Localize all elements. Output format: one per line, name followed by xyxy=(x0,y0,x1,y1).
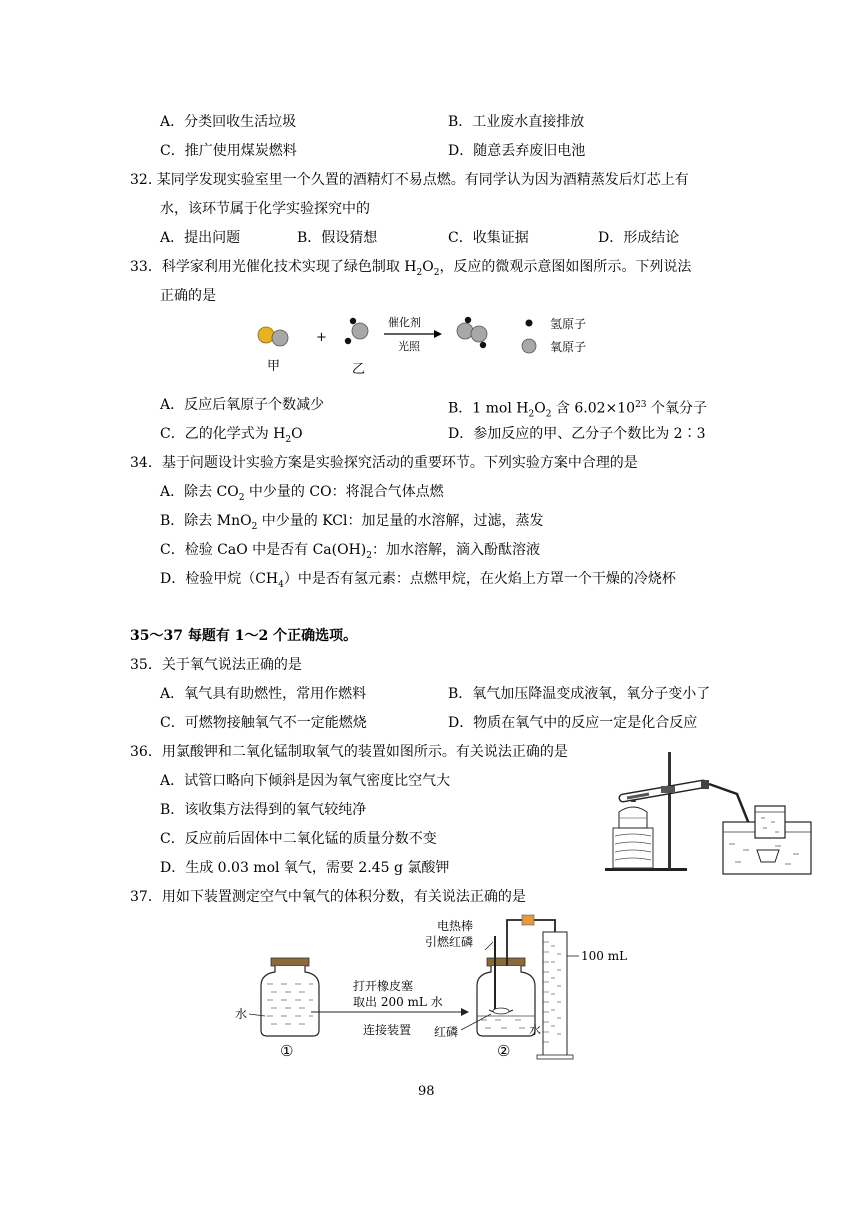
q32-option-c: C．收集证据 xyxy=(448,230,529,246)
yi-h-atom-1 xyxy=(345,338,351,344)
section-heading: 35～37 每题有 1～2 个正确选项。 xyxy=(130,628,358,644)
label-heating-rod: 电热棒 xyxy=(437,919,474,933)
label-bottle-1: ① xyxy=(280,1042,294,1060)
q35-stem: 35．关于氧气说法正确的是 xyxy=(130,657,302,673)
q33-stem-line1: 33．科学家利用光催化技术实现了绿色制取 $H_2O_2$，反应的微观示意图如图所示。下列说法 xyxy=(130,259,692,278)
legend-o-icon xyxy=(522,339,536,353)
stopper xyxy=(701,780,709,789)
process-arrow-head xyxy=(461,1008,469,1016)
legend-h-icon xyxy=(526,320,533,327)
q33-reaction-diagram xyxy=(250,310,620,380)
q34-option-c: C．检验 CaO 中是否有 $Ca(OH)_2$：加水溶解，滴入酚酞溶液 xyxy=(160,542,541,561)
q31-option-d: D．随意丢弃废旧电池 xyxy=(448,143,586,159)
product-h-atom-1 xyxy=(465,317,471,323)
q31-option-a: A．分类回收生活垃圾 xyxy=(160,114,297,130)
q33-option-b: B．1 mol $H_2O_2$ 含 $6.02\times 10^{23}$ 个氧分子 xyxy=(448,400,707,420)
label-water-right: 水 xyxy=(529,1023,542,1037)
q36-apparatus-figure xyxy=(605,752,815,877)
q32-stem-line2: 水，该环节属于化学实验探究中的 xyxy=(160,201,370,217)
step-open-stopper: 打开橡皮塞 xyxy=(353,979,414,993)
q34-option-b: B．除去 MnO$_2$ 中少量的 KCl：加足量的水溶解，过滤，蒸发 xyxy=(160,513,544,532)
rod-pointer xyxy=(485,942,493,950)
legend-o-label: 氧原子 xyxy=(550,340,587,354)
q36-option-d: D．生成 0.03 mol 氧气，需要 2.45 g 氯酸钾 xyxy=(160,860,450,876)
product-o-atom-1 xyxy=(457,323,473,339)
page-number: 98 xyxy=(418,1084,435,1099)
plus-sign: + xyxy=(316,330,327,345)
red-phosphorus xyxy=(493,1008,509,1014)
label-bottle-2: ② xyxy=(497,1042,511,1060)
label-jia: 甲 xyxy=(267,359,281,374)
q31-option-c: C．推广使用煤炭燃料 xyxy=(160,143,297,159)
label-water-left: 水 xyxy=(235,1007,248,1021)
yi-h-atom-2 xyxy=(350,318,356,324)
q36-option-a: A．试管口略向下倾斜是因为氧气密度比空气大 xyxy=(160,773,451,789)
product-o-atom-2 xyxy=(471,326,487,342)
label-100ml: 100 mL xyxy=(581,949,628,963)
q36-option-c: C．反应前后固体中二氧化锰的质量分数不变 xyxy=(160,831,437,847)
q37-stem: 37．用如下装置测定空气中氧气的体积分数，有关说法正确的是 xyxy=(130,889,526,905)
clamp-clip xyxy=(522,915,534,925)
gas-collecting-bottle xyxy=(755,806,785,838)
q31-option-b: B．工业废水直接排放 xyxy=(448,114,585,130)
jia-h-atom xyxy=(258,327,274,343)
q32-stem-line1: 32. 某同学发现实验室里一个久置的酒精灯不易点燃。有同学认为因为酒精蒸发后灯芯上有 xyxy=(130,172,689,188)
cylinder-base xyxy=(537,1055,573,1059)
q33-option-d: D．参加反应的甲、乙分子个数比为 2∶3 xyxy=(448,426,706,442)
step-connect: 连接装置 xyxy=(363,1023,412,1037)
arrow-head xyxy=(434,330,442,338)
q33-stem-line2: 正确的是 xyxy=(160,288,216,304)
q32-option-d: D．形成结论 xyxy=(598,230,680,246)
q34-stem: 34．基于问题设计实验方案是实验探究活动的重要环节。下列实验方案中合理的是 xyxy=(130,455,638,471)
alcohol-lamp xyxy=(619,807,647,828)
q35-option-d: D．物质在氧气中的反应一定是化合反应 xyxy=(448,715,698,731)
light-label: 光照 xyxy=(398,340,420,353)
q36-stem: 36．用氯酸钾和二氧化锰制取氧气的装置如图所示。有关说法正确的是 xyxy=(130,744,568,760)
q34-option-a: A．除去 $CO_2$ 中少量的 CO：将混合气体点燃 xyxy=(160,484,444,503)
q35-option-c: C．可燃物接触氧气不一定能燃烧 xyxy=(160,715,367,731)
bottle2-body xyxy=(477,966,535,1036)
label-red-phosphorus: 红磷 xyxy=(434,1025,459,1039)
product-h-atom-2 xyxy=(480,342,486,348)
q35-option-b: B．氧气加压降温变成液氧，氧分子变小了 xyxy=(448,686,711,702)
catalyst-label: 催化剂 xyxy=(388,316,421,329)
q34-option-d: D．检验甲烷$(CH_4)$中是否有氢元素：点燃甲烷，在火焰上方罩一个干燥的冷烧杯 xyxy=(160,571,676,590)
q32-option-b: B．假设猜想 xyxy=(297,230,378,246)
label-yi: 乙 xyxy=(352,362,366,377)
q33-option-c: C．乙的化学式为 $H_2O$ xyxy=(160,426,303,445)
q35-option-a: A．氧气具有助燃性，常用作燃料 xyxy=(160,686,367,702)
q32-option-a: A．提出问题 xyxy=(160,230,241,246)
stand-rod xyxy=(668,752,671,869)
label-ignite-phosphorus: 引燃红磷 xyxy=(425,935,474,949)
q36-option-b: B．该收集方法得到的氧气较纯净 xyxy=(160,802,367,818)
bottle2-stopper xyxy=(487,958,525,966)
yi-o-atom xyxy=(352,323,368,339)
bottle1-body xyxy=(261,966,319,1036)
step-remove-water: 取出 200 mL 水 xyxy=(353,995,443,1009)
q37-apparatus-figure xyxy=(225,912,645,1062)
clamp xyxy=(661,786,675,793)
bottle1-stopper xyxy=(271,958,309,966)
legend-h-label: 氢原子 xyxy=(550,317,587,331)
jia-o-atom xyxy=(272,330,288,346)
bottle-stand xyxy=(757,850,779,862)
q33-option-a: A．反应后氧原子个数减少 xyxy=(160,397,325,413)
